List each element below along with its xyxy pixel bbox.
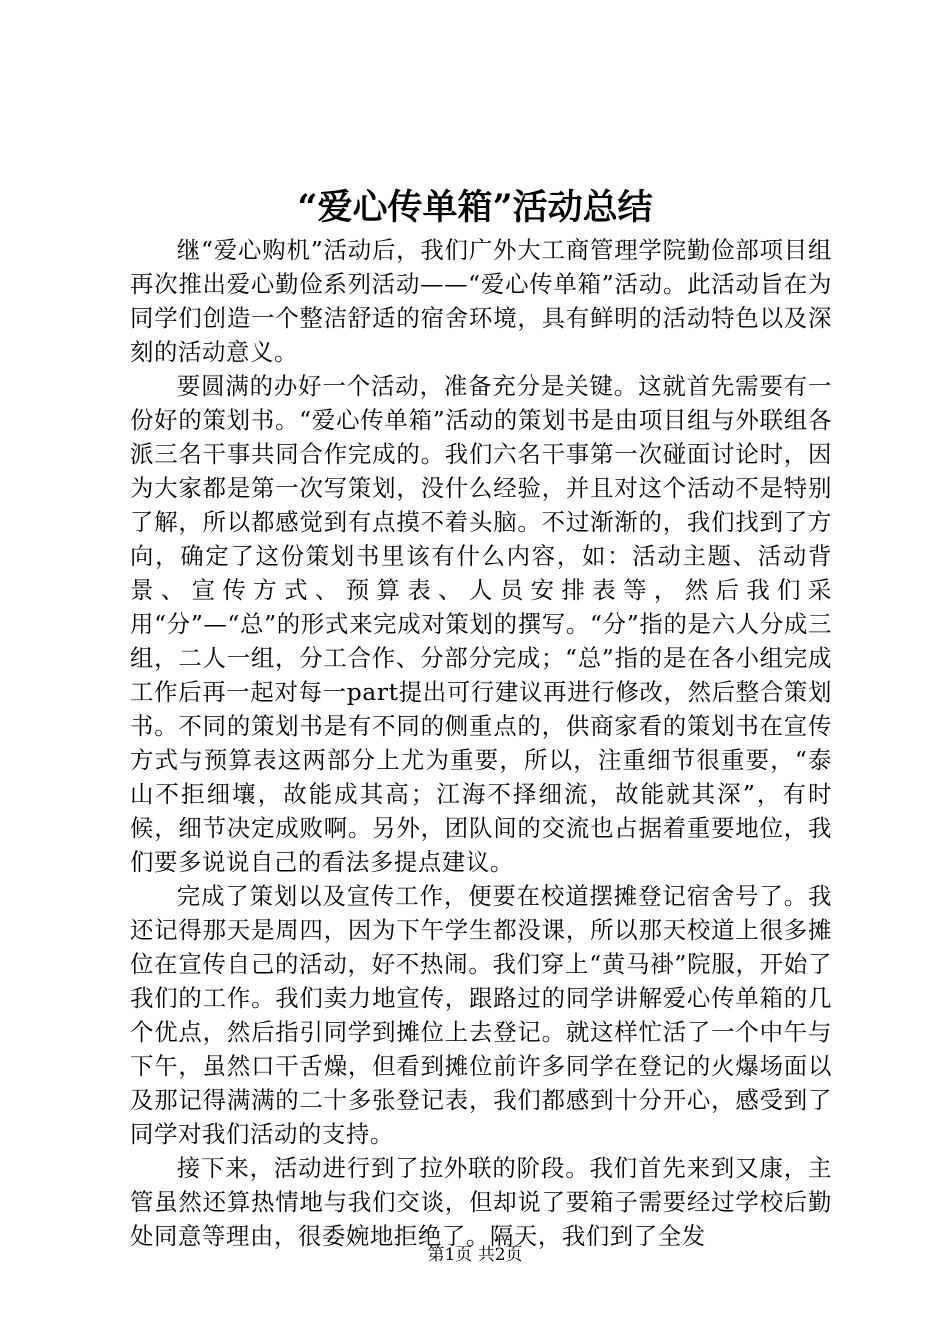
document-body [130,233,832,1253]
paragraph: 要圆满的办好一个活动，准备充分是关键。这就首先需要有一份好的策划书。“爱心传单箱”活动的策划书是由项目组与外联组各派三名干事共同合作完成的。我们六名干事第一次碰面讨论时，因为大家都是第一次写策划，没什么经验，并且对这个活动不是特别了解，所以都感觉到有点摸不着头脑。不过渐渐的，我们找到了方向，确定了这份策划书里该有什么内容，如：活动主题、活动背景、宣传方式、预算表、人员安排表等，然后我们采用“分”—“总”的形式来完成对策划的撰写。“分”指的是六人分成三组，二人一组，分工合作、分部分完成；“总”指的是在各小组完成工作后再一起对每一part提出可行建议再进行修改，然后整合策划书。不同的策划书是有不同的侧重点的，供商家看的策划书在宣传方式与预算表这两部分上尤为重要，所以，注重细节很重要，“泰山不拒细壤，故能成其高；江海不择细流，故能就其深”，有时候，细节决定成败啊。另外，团队间的交流也占据着重要地位，我们要多说说自己的看法多提点建议。 [130,372,832,876]
document-title: “爱心传单箱”活动总结 [297,187,653,228]
page-footer: 第1页 共2页 [427,1245,523,1265]
paragraph: 继“爱心购机”活动后，我们广外大工商管理学院勤俭部项目组再次推出爱心勤俭系列活动——“爱心传单箱”活动。此活动旨在为同学们创造一个整洁舒适的宿舍环境，具有鲜明的活动特色以及深刻的活动意义。 [130,236,832,366]
paragraph: 接下来，活动进行到了拉外联的阶段。我们首先来到又康，主管虽然还算热情地与我们交谈，但却说了要箱子需要经过学校后勤处同意等理由，很委婉地拒绝了。隔天，我们到了全发 [130,1154,832,1250]
paragraph: 完成了策划以及宣传工作，便要在校道摆摊登记宿舍号了。我还记得那天是周四，因为下午学生都没课，所以那天校道上很多摊位在宣传自己的活动，好不热闹。我们穿上“黄马褂”院服，开始了我们的工作。我们卖力地宣传，跟路过的同学讲解爱心传单箱的几个优点，然后指引同学到摊位上去登记。就这样忙活了一个中午与下午，虽然口干舌燥，但看到摊位前许多同学在登记的火爆场面以及那记得满满的二十多张登记表，我们都感到十分开心，感受到了同学对我们活动的支持。 [130,882,832,1148]
